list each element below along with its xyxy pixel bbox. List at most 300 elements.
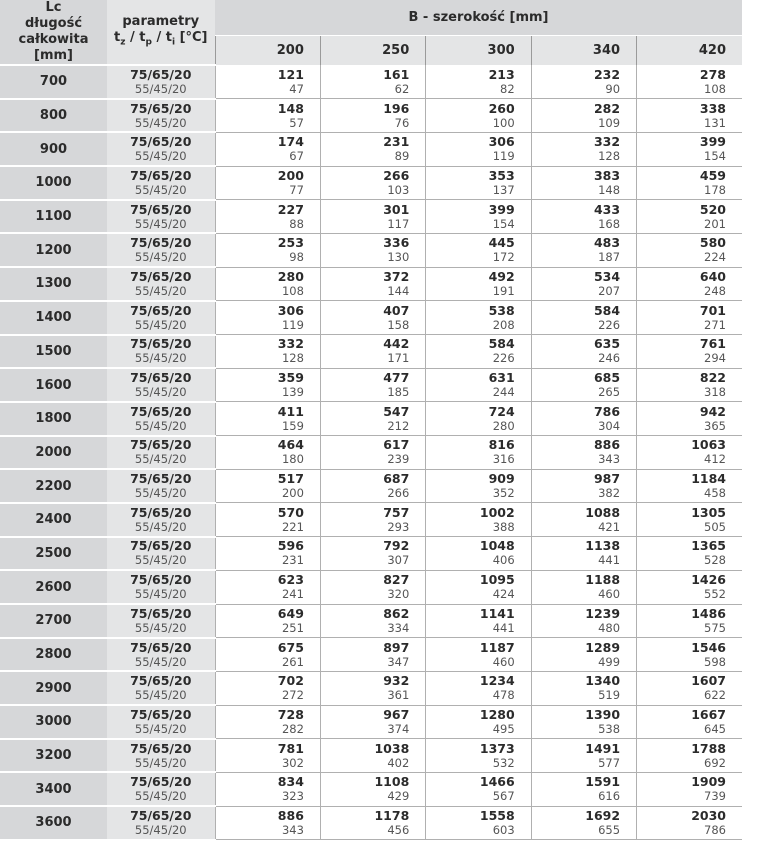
value-top: 200 [277,167,304,183]
param-bottom: 55/45/20 [134,688,187,703]
row-length: 3200 [0,739,107,773]
value-cell [320,739,425,773]
row-parameters [107,267,215,301]
row-length: 1600 [0,368,107,402]
table-row [0,233,742,267]
value-bottom: 552 [704,587,726,602]
value-top: 792 [383,538,410,554]
value-bottom: 388 [492,519,515,534]
value-top: 1365 [691,538,726,554]
param-bottom: 55/45/20 [134,654,187,669]
value-bottom: 458 [704,486,726,501]
value-cell [637,65,742,99]
row-length: 2700 [0,604,107,638]
param-top: 75/65/20 [130,201,192,217]
param-top: 75/65/20 [130,66,192,82]
row-parameters [107,436,215,470]
value-top: 1667 [691,706,726,722]
header-lc-line2: długość [24,16,83,31]
value-bottom: 154 [492,216,515,231]
value-top: 687 [383,471,410,487]
value-bottom: 89 [394,149,410,164]
param-top: 75/65/20 [130,437,192,453]
param-top: 75/65/20 [130,706,192,722]
row-parameters [107,301,215,335]
row-length: 3600 [0,806,107,840]
value-top: 232 [593,66,621,82]
value-cell [215,368,320,402]
value-top: 675 [277,639,304,655]
value-cell [320,402,425,436]
value-top: 547 [383,403,410,419]
param-bottom: 55/45/20 [134,317,187,332]
table-row [0,267,742,301]
value-top: 1178 [374,807,410,823]
value-cell [531,132,636,166]
table-row [0,772,742,806]
value-cell [215,402,320,436]
value-top: 584 [593,302,621,318]
value-bottom: 131 [704,115,726,130]
value-cell [320,65,425,99]
value-bottom: 528 [704,553,726,568]
value-top: 338 [699,100,726,116]
table-row [0,402,742,436]
row-parameters [107,200,215,234]
value-top: 1466 [479,774,515,790]
param-bottom: 55/45/20 [134,553,187,568]
value-cell [531,604,636,638]
value-bottom: 441 [492,620,515,635]
value-bottom: 119 [492,149,515,164]
row-length: 700 [0,65,107,99]
value-cell [320,99,425,133]
value-cell [637,368,742,402]
row-length: 2000 [0,436,107,470]
value-top: 399 [699,134,726,150]
param-bottom: 55/45/20 [134,149,187,164]
value-cell [637,200,742,234]
value-cell [426,570,531,604]
value-top: 1607 [691,673,726,689]
value-top: 761 [699,336,726,352]
value-top: 584 [488,336,515,352]
value-cell [320,671,425,705]
value-bottom: 406 [492,553,515,568]
value-bottom: 622 [704,688,726,703]
value-cell [320,604,425,638]
value-top: 1390 [585,706,621,722]
value-bottom: 460 [598,587,621,602]
value-bottom: 272 [281,688,304,703]
value-bottom: 109 [598,115,621,130]
value-top: 649 [277,605,304,621]
value-bottom: 478 [492,688,515,703]
value-top: 332 [277,336,304,352]
row-parameters [107,739,215,773]
value-bottom: 645 [704,721,726,736]
value-cell [531,537,636,571]
value-top: 280 [277,268,304,284]
value-top: 1063 [691,437,726,453]
value-bottom: 201 [704,216,726,231]
value-bottom: 62 [394,81,410,96]
table-row [0,166,742,200]
row-parameters [107,604,215,638]
row-length: 1500 [0,335,107,369]
value-bottom: 575 [704,620,726,635]
value-bottom: 361 [387,688,410,703]
param-bottom: 55/45/20 [134,385,187,400]
value-bottom: 294 [704,351,726,366]
value-bottom: 460 [492,654,515,669]
value-cell [426,132,531,166]
value-bottom: 307 [387,553,410,568]
param-top: 75/65/20 [130,471,192,487]
value-cell [215,671,320,705]
value-cell [215,739,320,773]
value-top: 477 [383,370,410,386]
value-bottom: 616 [598,789,621,804]
value-cell [637,739,742,773]
value-top: 1692 [585,807,621,823]
value-top: 196 [383,100,410,116]
value-cell [531,806,636,840]
value-cell [320,166,425,200]
value-top: 816 [488,437,515,453]
table-row [0,436,742,470]
value-cell [531,705,636,739]
value-cell [426,436,531,470]
row-length: 2900 [0,671,107,705]
value-bottom: 402 [387,755,410,770]
value-bottom: 168 [598,216,621,231]
value-bottom: 158 [387,317,410,332]
value-top: 1486 [691,605,726,621]
value-cell [320,368,425,402]
value-cell [426,335,531,369]
row-parameters [107,132,215,166]
value-bottom: 226 [492,351,515,366]
value-top: 1239 [585,605,621,621]
value-top: 383 [593,167,621,183]
value-top: 411 [277,403,304,419]
value-bottom: 692 [704,755,726,770]
value-top: 534 [593,268,621,284]
value-cell [320,267,425,301]
value-cell [320,806,425,840]
value-bottom: 154 [704,149,726,164]
table-row [0,65,742,99]
value-cell [637,267,742,301]
value-top: 433 [593,201,621,217]
value-bottom: 334 [387,620,410,635]
value-cell [426,705,531,739]
value-bottom: 224 [704,250,726,265]
param-top: 75/65/20 [130,235,192,251]
value-cell [320,335,425,369]
value-bottom: 212 [387,418,410,433]
value-cell [637,638,742,672]
value-bottom: 77 [289,182,304,197]
value-cell [320,638,425,672]
value-top: 724 [488,403,515,419]
row-parameters [107,368,215,402]
value-top: 834 [277,774,304,790]
param-top: 75/65/20 [130,740,192,756]
value-top: 623 [277,572,304,588]
value-top: 520 [699,201,726,217]
value-top: 909 [488,471,515,487]
value-bottom: 538 [598,721,621,736]
value-bottom: 139 [281,385,304,400]
param-bottom: 55/45/20 [134,486,187,501]
row-length: 1300 [0,267,107,301]
param-bottom: 55/45/20 [134,452,187,467]
value-cell [531,469,636,503]
table-row [0,368,742,402]
row-length: 900 [0,132,107,166]
value-cell [531,99,636,133]
row-parameters [107,772,215,806]
param-bottom: 55/45/20 [134,789,187,804]
value-bottom: 302 [281,755,304,770]
value-cell [215,436,320,470]
value-cell [637,402,742,436]
value-top: 596 [277,538,304,554]
table-row [0,537,742,571]
value-top: 631 [488,370,515,386]
value-top: 886 [277,807,304,823]
row-parameters [107,166,215,200]
row-length: 2200 [0,469,107,503]
value-cell [320,772,425,806]
value-cell [531,436,636,470]
value-bottom: 191 [492,283,515,298]
value-bottom: 90 [605,81,621,96]
table-row [0,604,742,638]
param-bottom: 55/45/20 [134,822,187,837]
param-bottom: 55/45/20 [134,250,187,265]
value-top: 897 [383,639,410,655]
param-top: 75/65/20 [130,403,192,419]
value-bottom: 207 [598,283,621,298]
param-top: 75/65/20 [130,572,192,588]
value-top: 445 [488,235,515,251]
param-top: 75/65/20 [130,605,192,621]
header-param-line1: parametry [122,13,200,29]
value-cell [215,537,320,571]
table-row [0,200,742,234]
value-top: 1289 [585,639,621,655]
value-bottom: 241 [281,587,304,602]
value-cell [531,65,636,99]
value-top: 353 [488,167,515,183]
value-cell [426,200,531,234]
value-bottom: 103 [387,182,410,197]
header-lc-line1: Lc [45,0,62,15]
value-cell [215,705,320,739]
value-cell [637,233,742,267]
header-b-width: B - szerokość [mm] [215,0,742,36]
value-top: 464 [277,437,304,453]
value-cell [531,267,636,301]
value-cell [637,671,742,705]
value-top: 306 [277,302,304,318]
value-cell [637,132,742,166]
value-bottom: 655 [598,822,621,837]
param-bottom: 55/45/20 [134,351,187,366]
param-top: 75/65/20 [130,100,192,116]
value-bottom: 316 [492,452,515,467]
value-top: 1280 [479,706,515,722]
header-param-line2: $t_z / t_p / t_i$ [°C] [114,29,208,48]
value-top: 1491 [585,740,621,756]
value-bottom: 100 [492,115,515,130]
value-cell [426,233,531,267]
value-bottom: 248 [704,283,726,298]
value-cell [426,638,531,672]
row-parameters [107,65,215,99]
value-top: 1558 [479,807,515,823]
value-bottom: 251 [281,620,304,635]
value-cell [531,200,636,234]
value-cell [426,604,531,638]
value-cell [215,772,320,806]
header-width-1: 250 [320,36,425,66]
value-cell [320,200,425,234]
param-bottom: 55/45/20 [134,216,187,231]
row-length: 1400 [0,301,107,335]
value-cell [426,368,531,402]
value-cell [426,671,531,705]
value-bottom: 159 [281,418,304,433]
table-row [0,469,742,503]
value-bottom: 347 [387,654,410,669]
value-bottom: 108 [281,283,304,298]
value-bottom: 505 [704,519,726,534]
value-cell [215,233,320,267]
value-top: 1426 [691,572,726,588]
value-cell [637,772,742,806]
value-bottom: 282 [281,721,304,736]
value-top: 301 [383,201,410,217]
value-bottom: 187 [598,250,621,265]
row-parameters [107,537,215,571]
param-bottom: 55/45/20 [134,283,187,298]
row-length: 1200 [0,233,107,267]
value-cell [215,604,320,638]
row-parameters [107,638,215,672]
value-top: 702 [277,673,304,689]
value-bottom: 231 [281,553,304,568]
value-top: 886 [593,437,621,453]
value-top: 728 [277,706,304,722]
value-top: 372 [383,268,410,284]
value-cell [426,99,531,133]
value-cell [215,99,320,133]
value-top: 570 [277,504,304,520]
value-bottom: 128 [281,351,304,366]
value-bottom: 98 [289,250,304,265]
value-top: 781 [277,740,304,756]
param-top: 75/65/20 [130,504,192,520]
value-bottom: 244 [492,385,515,400]
value-top: 640 [699,268,726,284]
value-bottom: 108 [704,81,726,96]
value-bottom: 266 [387,486,410,501]
table-body [0,65,742,840]
value-cell [637,166,742,200]
value-top: 932 [383,673,410,689]
value-top: 2030 [691,807,726,823]
value-bottom: 172 [492,250,515,265]
value-cell [426,402,531,436]
value-bottom: 180 [281,452,304,467]
value-bottom: 318 [704,385,726,400]
value-bottom: 76 [394,115,410,130]
table-row [0,301,742,335]
value-top: 862 [383,605,410,621]
row-parameters [107,335,215,369]
value-cell [531,739,636,773]
value-bottom: 261 [281,654,304,669]
value-cell [320,469,425,503]
value-bottom: 374 [387,721,410,736]
value-bottom: 119 [281,317,304,332]
value-top: 459 [699,167,726,183]
value-bottom: 480 [598,620,621,635]
value-bottom: 456 [387,822,410,837]
value-bottom: 117 [387,216,410,231]
value-top: 617 [383,437,410,453]
value-top: 685 [593,370,621,386]
row-length: 800 [0,99,107,133]
row-length: 1800 [0,402,107,436]
value-cell [426,166,531,200]
row-length: 3000 [0,705,107,739]
table-row [0,705,742,739]
value-bottom: 280 [492,418,515,433]
table-row [0,671,742,705]
value-cell [531,772,636,806]
value-top: 538 [488,302,515,318]
param-top: 75/65/20 [130,268,192,284]
value-top: 1048 [479,538,515,554]
param-bottom: 55/45/20 [134,182,187,197]
value-top: 942 [699,403,726,419]
value-bottom: 739 [704,789,726,804]
value-top: 517 [277,471,304,487]
table-row [0,570,742,604]
value-top: 227 [277,201,304,217]
value-cell [426,806,531,840]
value-cell [215,335,320,369]
value-top: 231 [383,134,410,150]
param-top: 75/65/20 [130,336,192,352]
row-parameters [107,705,215,739]
row-parameters [107,402,215,436]
value-bottom: 429 [387,789,410,804]
param-top: 75/65/20 [130,673,192,689]
value-cell [320,537,425,571]
value-top: 121 [277,66,304,82]
value-top: 399 [488,201,515,217]
value-top: 757 [383,504,410,520]
value-cell [637,604,742,638]
value-top: 1108 [374,774,410,790]
value-cell [637,537,742,571]
